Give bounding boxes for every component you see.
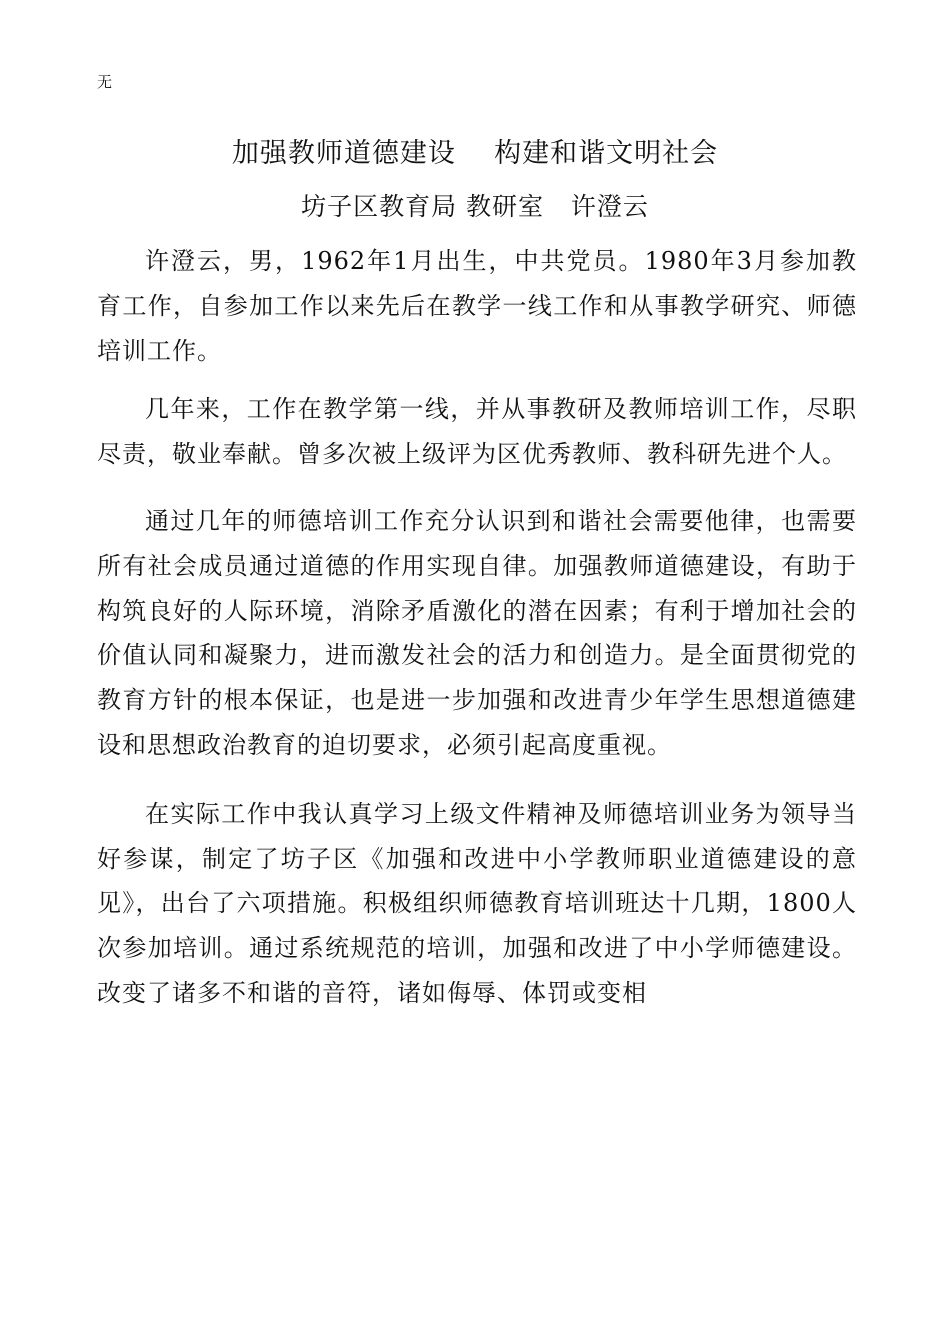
document-title: 加强教师道德建设 构建和谐文明社会 xyxy=(231,138,719,169)
paragraph-work-summary: 几年来，工作在教学第一线，并从事教研及教师培训工作，尽职尽责，敬业奉献。曾多次被上级评为区优秀教师、教科研先进个人。 xyxy=(97,395,857,469)
document-body xyxy=(97,239,857,1030)
author-byline: 坊子区教育局 教研室 许澄云 xyxy=(301,192,649,221)
paragraph-practical-work: 在实际工作中我认真学习上级文件精神及师德培训业务为领导当好参谋，制定了坊子区《加强和改进中小学教师职业道德建设的意见》，出台了六项措施。积极组织师德教育培训班达十几期，1800人次参加培训。通过系统规范的培训，加强和改进了中小学师德建设。改变了诸多不和谐的音符，诸如侮辱、体罚或变相 xyxy=(97,799,857,1007)
paragraph-harmony-society: 通过几年的师德培训工作充分认识到和谐社会需要他律，也需要所有社会成员通过道德的作用实现自律。加强教师道德建设，有助于构筑良好的人际环境，消除矛盾激化的潜在因素；有利于增加社会的价值认同和凝聚力，进而激发社会的活力和创造力。是全面贯彻党的教育方针的根本保证，也是进一步加强和改进青少年学生思想道德建设和思想政治教育的迫切要求，必须引起高度重视。 xyxy=(97,506,857,759)
paragraph-author-bio: 许澄云，男，1962年1月出生，中共党员。1980年3月参加教育工作，自参加工作以来先后在教学一线工作和从事教学研究、师德培训工作。 xyxy=(97,247,857,365)
header-mark: 无 xyxy=(97,73,113,91)
